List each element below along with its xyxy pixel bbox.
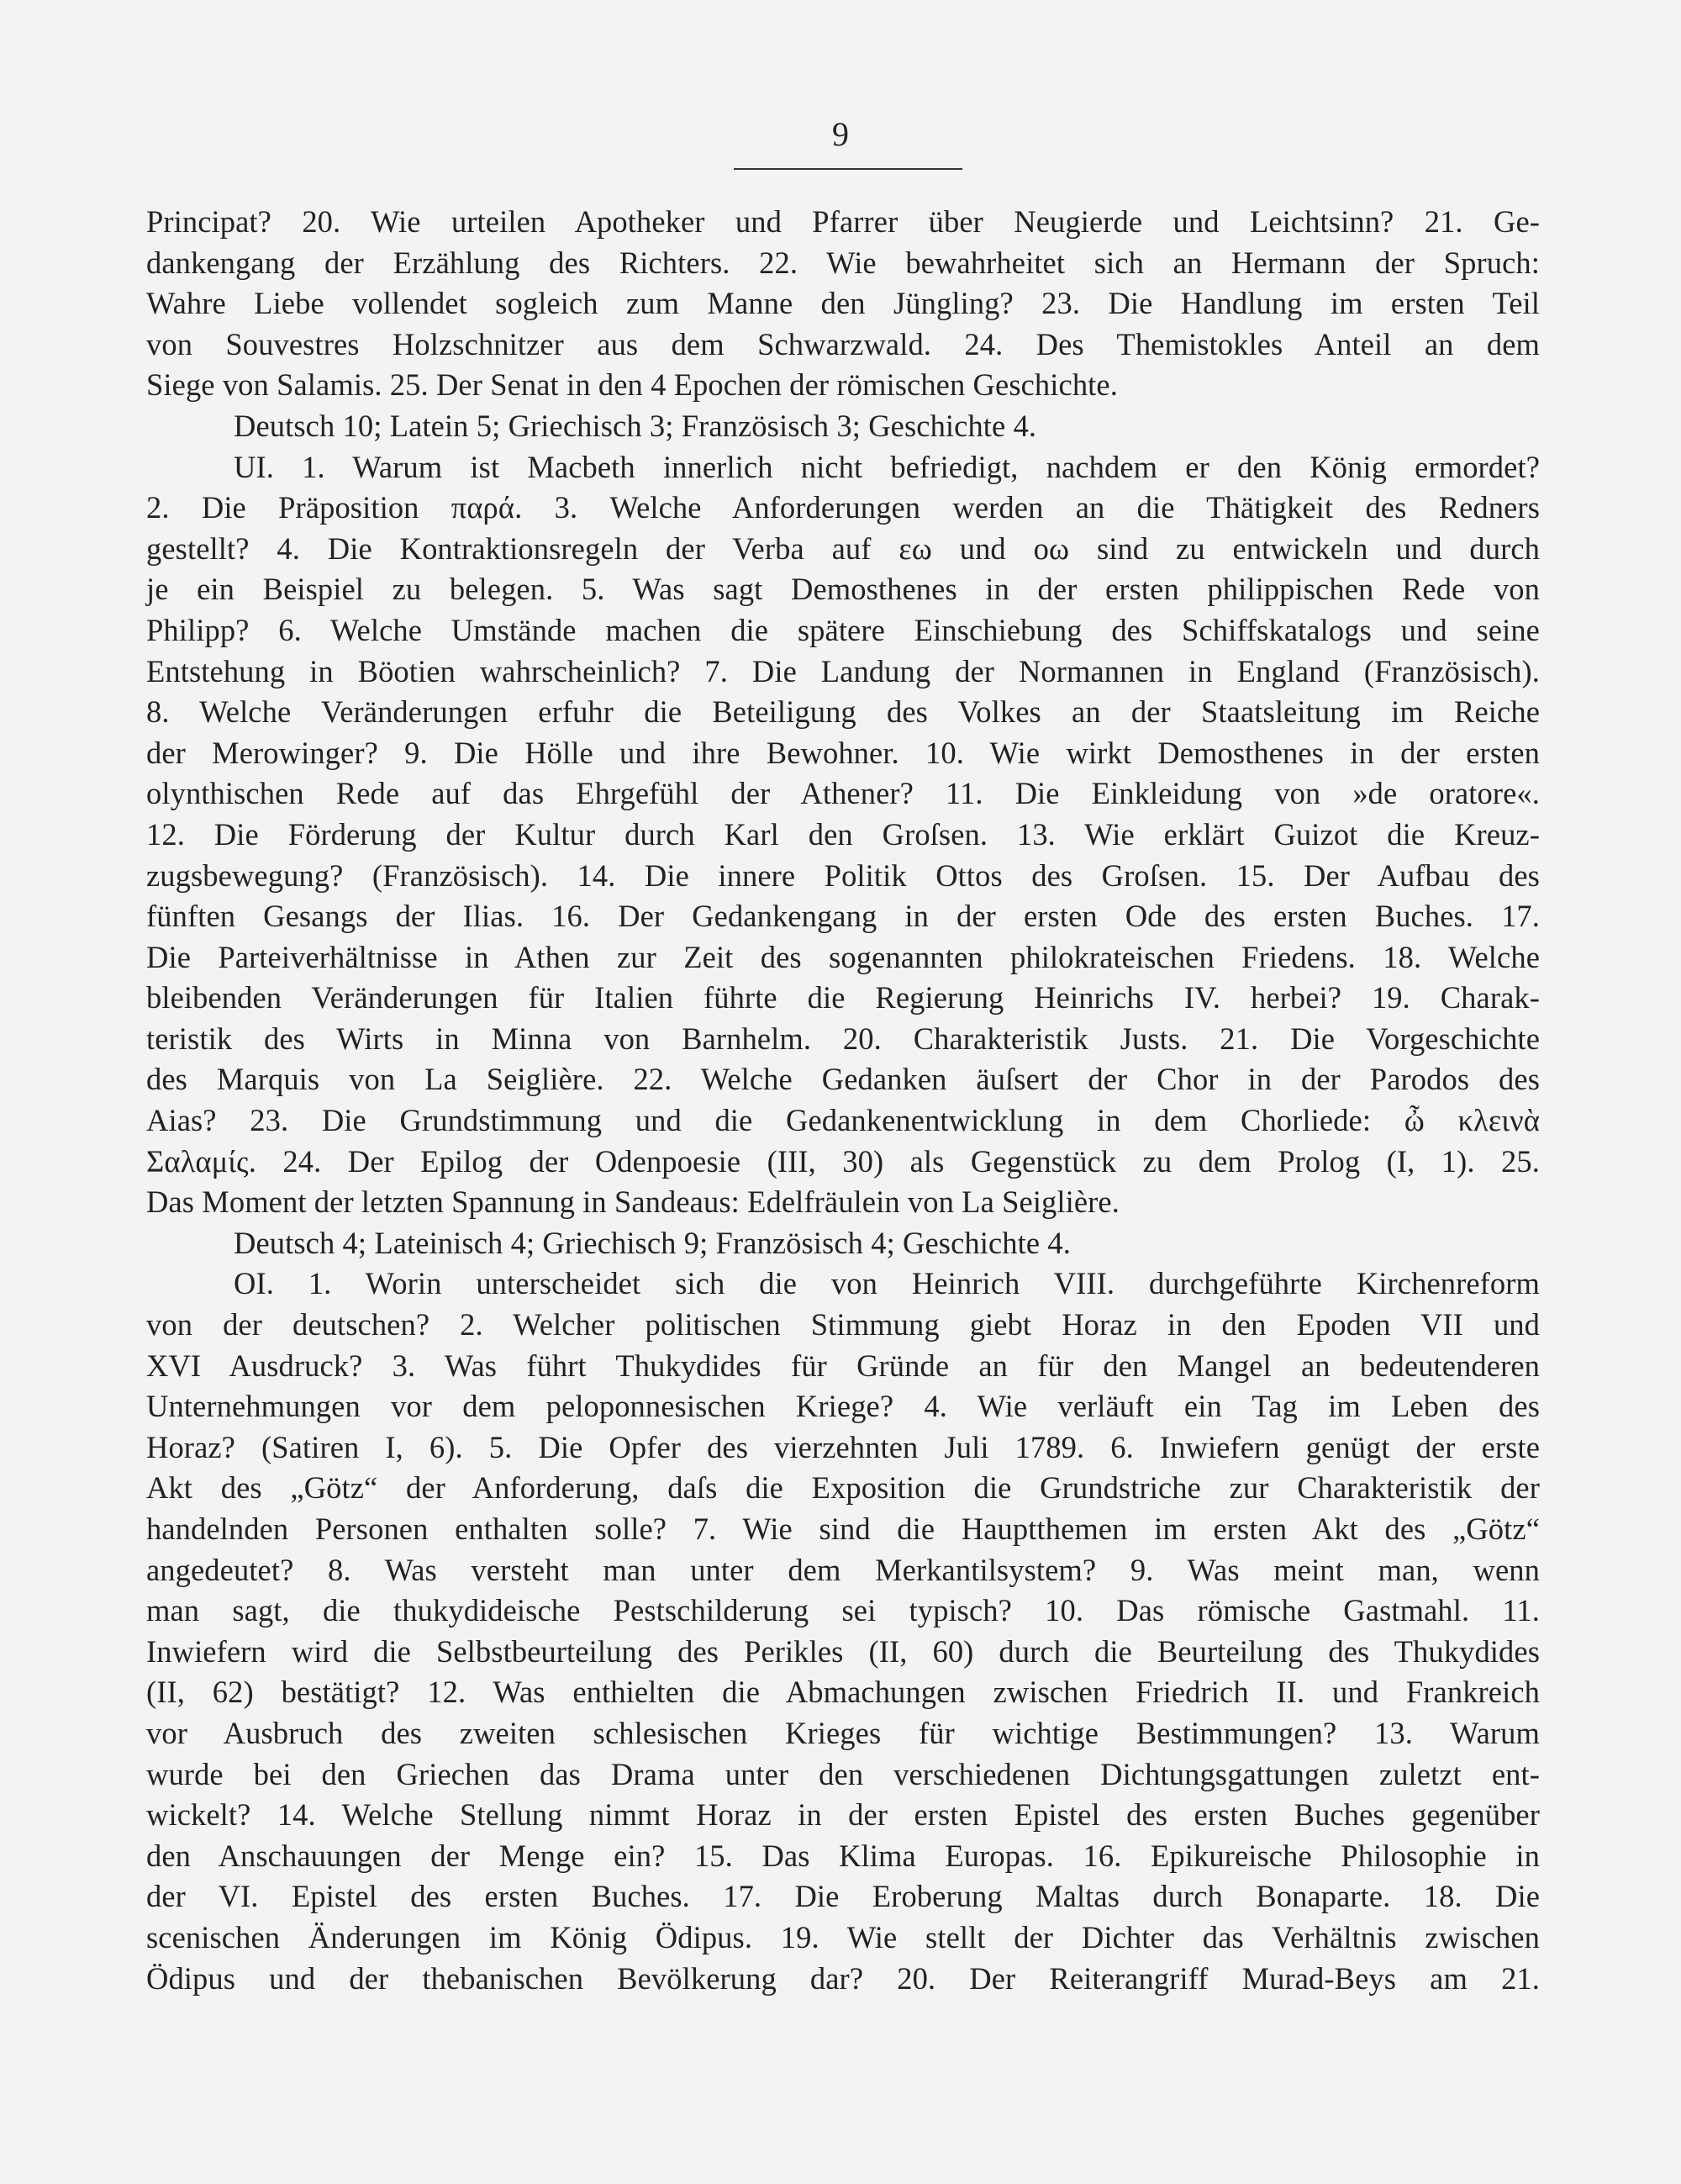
text-line: Ödipus und der thebanischen Bevölkerung dar? 20. Der Reiterangriff Murad-Beys am 21. bbox=[146, 1960, 1540, 1996]
text-line: dankengang der Erzählung des Richters. 22. Wie bewahrheitet sich an Hermann der Spruch: bbox=[146, 245, 1540, 280]
text-line: (II, 62) bestätigt? 12. Was enthielten die Abmachungen zwischen Friedrich II. und Frankreich bbox=[146, 1675, 1540, 1710]
text-line: teristik des Wirts in Minna von Barnhelm. 20. Charakteristik Justs. 21. Die Vorgeschichte bbox=[146, 1021, 1540, 1056]
text-line: 2. Die Präposition παρά. 3. Welche Anforderungen werden an die Thätigkeit des Redners bbox=[146, 490, 1540, 525]
text-line: den Anschauungen der Menge ein? 15. Das Klima Europas. 16. Epikureische Philosophie in bbox=[146, 1838, 1540, 1873]
text-line: Unternehmungen vor dem peloponnesischen Kriege? 4. Wie verläuft ein Tag im Leben des bbox=[146, 1389, 1540, 1424]
text-line: wurde bei den Griechen das Drama unter den verschiedenen Dichtungsgattungen zuletzt ent- bbox=[146, 1756, 1540, 1791]
text-line: von Souvestres Holzschnitzer aus dem Schwarzwald. 24. Des Themistokles Anteil an dem bbox=[146, 326, 1540, 361]
text-line: zugsbewegung? (Französisch). 14. Die innere Politik Ottos des Groſsen. 15. Der Aufbau des bbox=[146, 857, 1540, 893]
text-line: angedeutet? 8. Was versteht man unter dem Merkantilsystem? 9. Was meint man, wenn bbox=[146, 1552, 1540, 1587]
text-line: Σαλαμίς. 24. Der Epilog der Odenpoesie (III, 30) als Gegenstück zu dem Prolog (I, 1). 25. bbox=[146, 1143, 1540, 1179]
text-line: Die Parteiverhältnisse in Athen zur Zeit des sogenannten philokrateischen Friedens. 18. Welche bbox=[146, 939, 1540, 974]
text-line: Siege von Salamis. 25. Der Senat in den 4 Epochen der römischen Geschichte. bbox=[146, 367, 1118, 403]
text-line: man sagt, die thukydideische Pestschilderung sei typisch? 10. Das römische Gastmahl. 11. bbox=[146, 1593, 1540, 1628]
page-number-rule bbox=[734, 168, 962, 170]
text-line: des Marquis von La Seiglière. 22. Welche Gedanken äuſsert der Chor in der Parodos des bbox=[146, 1062, 1540, 1097]
text-line: 8. Welche Veränderungen erfuhr die Beteiligung des Volkes an der Staatsleitung im Reiche bbox=[146, 694, 1540, 730]
text-line: Principat? 20. Wie urteilen Apotheker und Pfarrer über Neugierde und Leichtsinn? 21. Ge- bbox=[146, 204, 1540, 239]
text-line: Aias? 23. Die Grundstimmung und die Gedankenentwicklung in dem Chorliede: ὦ κλεινὰ bbox=[146, 1103, 1540, 1138]
text-line: Akt des „Götz“ der Anforderung, daſs die Exposition die Grundstriche zur Charakteristik der bbox=[146, 1470, 1540, 1506]
text-line: der Merowinger? 9. Die Hölle und ihre Bewohner. 10. Wie wirkt Demosthenes in der ersten bbox=[146, 735, 1540, 770]
text-line: olynthischen Rede auf das Ehrgefühl der Athener? 11. Die Einkleidung von »de oratore«. bbox=[146, 776, 1540, 811]
text-line: der VI. Epistel des ersten Buches. 17. Die Eroberung Maltas durch Bonaparte. 18. Die bbox=[146, 1879, 1540, 1914]
text-line: gestellt? 4. Die Kontraktionsregeln der Verba auf εω und οω sind zu entwickeln und durch bbox=[146, 530, 1540, 566]
text-line: Horaz? (Satiren I, 6). 5. Die Opfer des vierzehnten Juli 1789. 6. Inwiefern genügt der erste bbox=[146, 1429, 1540, 1464]
page-number: 9 bbox=[832, 115, 849, 153]
text-line: Inwiefern wird die Selbstbeurteilung des Perikles (II, 60) durch die Beurteilung des Thukydides bbox=[146, 1633, 1540, 1669]
document-body bbox=[146, 202, 1540, 1999]
text-line: je ein Beispiel zu belegen. 5. Was sagt Demosthenes in der ersten philippischen Rede von bbox=[146, 572, 1540, 607]
text-line: vor Ausbruch des zweiten schlesischen Krieges für wichtige Bestimmungen? 13. Warum bbox=[146, 1715, 1540, 1750]
text-line: wickelt? 14. Welche Stellung nimmt Horaz in der ersten Epistel des ersten Buches gegenüber bbox=[146, 1797, 1540, 1833]
text-line: scenischen Änderungen im König Ödipus. 19. Wie stellt der Dichter das Verhältnis zwischen bbox=[146, 1919, 1540, 1955]
text-line: OI. 1. Worin unterscheidet sich die von Heinrich VIII. durchgeführte Kirchenreform bbox=[234, 1266, 1540, 1301]
text-line: Das Moment der letzten Spannung in Sandeaus: Edelfräulein von La Seiglière. bbox=[146, 1184, 1120, 1220]
text-line: UI. 1. Warum ist Macbeth innerlich nicht befriedigt, nachdem er den König ermordet? bbox=[234, 449, 1540, 484]
hours-summary-line: Deutsch 10; Latein 5; Griechisch 3; Französisch 3; Geschichte 4. bbox=[234, 408, 1037, 443]
text-line: 12. Die Förderung der Kultur durch Karl den Groſsen. 13. Wie erklärt Guizot die Kreuz- bbox=[146, 816, 1540, 852]
text-line: Philipp? 6. Welche Umstände machen die spätere Einschiebung des Schiffskatalogs und seine bbox=[146, 612, 1540, 647]
hours-summary-line: Deutsch 4; Lateinisch 4; Griechisch 9; Französisch 4; Geschichte 4. bbox=[234, 1225, 1071, 1260]
text-line: XVI Ausdruck? 3. Was führt Thukydides für Gründe an für den Mangel an bedeutenderen bbox=[146, 1348, 1540, 1383]
text-line: Entstehung in Böotien wahrscheinlich? 7. Die Landung der Normannen in England (Französisch). bbox=[146, 653, 1540, 688]
text-line: bleibenden Veränderungen für Italien führte die Regierung Heinrichs IV. herbei? 19. Charak- bbox=[146, 980, 1540, 1016]
text-line: fünften Gesangs der Ilias. 16. Der Gedankengang in der ersten Ode des ersten Buches. 17. bbox=[146, 899, 1540, 934]
text-line: Wahre Liebe vollendet sogleich zum Manne den Jüngling? 23. Die Handlung im ersten Teil bbox=[146, 286, 1540, 321]
text-line: von der deutschen? 2. Welcher politischen Stimmung giebt Horaz in den Epoden VII und bbox=[146, 1307, 1540, 1343]
text-line: handelnden Personen enthalten solle? 7. Wie sind die Hauptthemen im ersten Akt des „Götz“ bbox=[146, 1511, 1540, 1546]
